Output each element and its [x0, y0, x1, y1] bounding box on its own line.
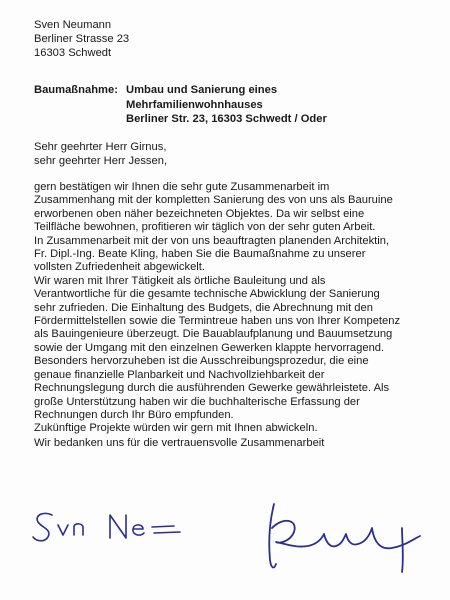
sender-street: Berliner Strasse 23 [34, 33, 130, 45]
letter-body [34, 181, 444, 436]
body-line: Zusammenhang mit der kompletten Sanierung des von uns als Bauruine [34, 194, 393, 207]
body-line: Wir waren mit Ihrer Tätigkeit als örtliche Bauleitung und als [34, 274, 326, 287]
body-line: gern bestätigen wir Ihnen die sehr gute Zusammenarbeit im [34, 181, 330, 193]
signature-left-drawing [30, 505, 220, 550]
body-line: große Unterstützung haben wir die buchhalterische Erfassung der [34, 395, 360, 408]
body-line: Besonders hervorzuheben ist die Ausschreibungsprozedur, die eine [34, 355, 369, 368]
body-line: Zukünftige Projekte würden wir gern mit Ihnen abwickeln. [34, 422, 318, 435]
subject-label: Baumaßnahme: [34, 84, 118, 96]
subject-line-1: Umbau und Sanierung eines [126, 84, 278, 96]
closing-line: Wir bedanken uns für die vertrauensvolle Zusammenarbeit [34, 437, 325, 449]
body-line: Rechnungslegung durch die ausführenden Gewerke gewährleistete. Als [34, 382, 390, 395]
body-line: sehr zufrieden. Die Einhaltung des Budgets, die Abrechnung mit den [34, 301, 373, 314]
signature-right [252, 498, 442, 578]
salutation-line-1: Sehr geehrter Herr Girnus, [34, 141, 167, 153]
body-line: Teilfläche bewohnen, profitieren wir täglich von der sehr guten Arbeit. [34, 221, 376, 234]
body-line: Verantwortliche für die gesamte technische Abwicklung der Sanierung [34, 288, 380, 301]
body-line: In Zusammenarbeit mit der von uns beauftragten planenden Architektin, [34, 234, 390, 247]
body-line: vollsten Zufriedenheit abgewickelt. [34, 261, 206, 274]
body-line: Fördermittelstellen sowie die Termintreue haben uns von Ihrer Kompetenz [34, 315, 401, 328]
subject-block [34, 83, 327, 127]
signature-right-drawing [252, 498, 442, 578]
signature-sven-neumann [30, 505, 220, 550]
body-line: Rechnungen durch Ihr Büro empfunden. [34, 408, 234, 421]
salutation-line-2: sehr geehrter Herr Jessen, [34, 154, 168, 167]
body-line: Fr. Dipl.-Ing. Beate Kling, haben Sie die Baumaßnahme zu unserer [34, 248, 366, 261]
body-line: erworbenen oben näher bezeichneten Objektes. Da wir selbst eine [34, 207, 365, 220]
sender-city: 16303 Schwedt [34, 47, 112, 59]
body-line: genaue finanzielle Planbarkeit und Nachvollziehbarkeit der [34, 368, 325, 381]
subject-line-3: Berliner Str. 23, 16303 Schwedt / Oder [126, 113, 327, 125]
body-line: als Bauingenieure überzeugt. Die Bauablaufplanung und Bauumsetzung [34, 328, 393, 341]
body-line: sowie der Umgang mit den einzelnen Gewerken klappte hervorragend. [34, 341, 385, 354]
sender-name: Sven Neumann [34, 19, 112, 31]
salutation [34, 141, 167, 168]
subject-line-2: Mehrfamilienwohnhauses [126, 98, 263, 111]
sender-address [34, 18, 129, 60]
